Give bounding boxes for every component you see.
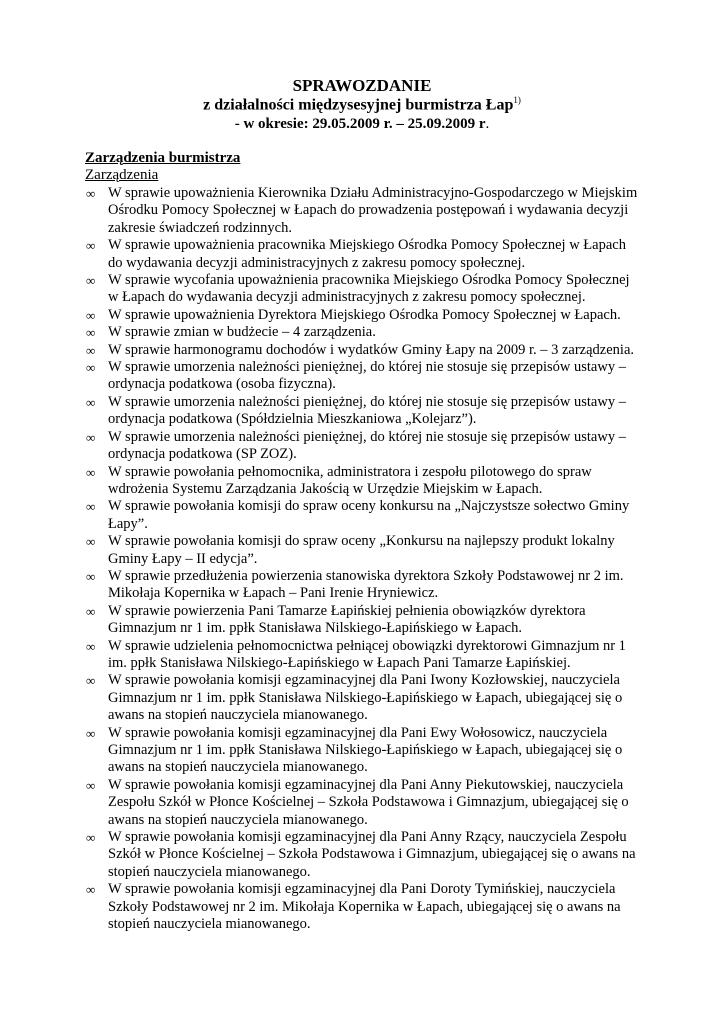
- list-item: [0, 342, 638, 359]
- list-item-text: W sprawie przedłużenia powierzenia stanowiska dyrektora Szkoły Podstawowej nr 2 im. Mikołaja Kopernika w Łapach – Pani Irenie Hryniewicz.: [108, 567, 624, 602]
- list-item: [0, 237, 638, 272]
- list-item: [0, 429, 638, 464]
- infinity-bullet-icon: ∞: [86, 238, 96, 254]
- infinity-bullet-icon: ∞: [86, 830, 96, 846]
- document-title: SPRAWOZDANIE: [292, 76, 432, 95]
- section-heading: Zarządzenia burmistrza: [85, 150, 241, 166]
- infinity-bullet-icon: ∞: [86, 429, 96, 445]
- infinity-bullet-icon: ∞: [86, 725, 96, 741]
- list-item-text: W sprawie powołania pełnomocnika, administratora i zespołu pilotowego do spraw wdrożenia Systemu Zarządzania Jakością w Urzędzie Miejskim w Łapach.: [108, 463, 592, 497]
- infinity-bullet-icon: ∞: [86, 673, 96, 689]
- list-item-text: W sprawie upoważnienia Dyrektora Miejskiego Ośrodka Pomocy Społecznej w Łapach.: [108, 306, 621, 323]
- list-item: [0, 185, 638, 237]
- list-item-text: W sprawie wycofania upoważnienia pracownika Miejskiego Ośrodka Pomocy Społecznej w Łapach do wydawania decyzji administracyjnych z zakresu pomocy społecznej.: [108, 272, 630, 306]
- infinity-bullet-icon: ∞: [86, 394, 96, 410]
- list-item: [0, 307, 638, 324]
- list-item: [0, 829, 638, 881]
- list-item-text: W sprawie umorzenia należności pieniężnej, do której nie stosuje się przepisów ustawy – ordynacja podatkowa (SP ZOZ).: [108, 428, 626, 463]
- list-item: [0, 464, 638, 499]
- list-item: [0, 568, 638, 603]
- infinity-bullet-icon: ∞: [86, 360, 96, 376]
- list-item-text: W sprawie harmonogramu dochodów i wydatków Gminy Łapy na 2009 r. – 3 zarządzenia.: [108, 341, 635, 358]
- list-item-text: W sprawie umorzenia należności pieniężnej, do której nie stosuje się przepisów ustawy – ordynacja podatkowa (osoba fizyczna).: [108, 359, 626, 393]
- list-item-text: W sprawie zmian w budżecie – 4 zarządzenia.: [108, 324, 376, 341]
- ordinances-list: [0, 185, 724, 933]
- list-item: [0, 498, 638, 533]
- list-item: [0, 533, 638, 568]
- list-item: [0, 272, 638, 307]
- list-item: [0, 777, 638, 829]
- list-item: [0, 603, 638, 638]
- document-subtitle: [0, 95, 724, 114]
- list-item-text: W sprawie upoważnienia Kierownika Działu Administracyjno-Gospodarczego w Miejskim Ośrodku Pomocy Społecznej w Łapach do prowadzenia postępowań i wydawania decyzji zakresie świadczeń rodzinnych.: [108, 185, 638, 236]
- infinity-bullet-icon: ∞: [86, 325, 96, 341]
- subtitle-text: z działalności międzysesyjnej burmistrza Łap: [203, 96, 514, 114]
- list-item-text: W sprawie udzielenia pełnomocnictwa pełniącej obowiązki dyrektorowi Gimnazjum nr 1 im. ppłk Stanisława Nilskiego-Łapińskiego w Łapach Pani Tamarze Łapińskiej.: [108, 637, 626, 671]
- infinity-bullet-icon: ∞: [86, 499, 96, 515]
- list-item-text: W sprawie powołania komisji egzaminacyjnej dla Pani Doroty Tymińskiej, nauczyciela Szkoły Podstawowej nr 2 im. Mikołaja Kopernika w Łapach, ubiegającej się o awans na stopień nauczyciela mianowanego.: [108, 881, 621, 933]
- footnote-marker: 1): [513, 95, 521, 105]
- list-item: [0, 725, 638, 777]
- infinity-bullet-icon: ∞: [86, 638, 96, 654]
- infinity-bullet-icon: ∞: [86, 464, 96, 480]
- list-item-text: W sprawie powierzenia Pani Tamarze Łapińskiej pełnienia obowiązków dyrektora Gimnazjum nr 1 im. ppłk Stanisława Nilskiego-Łapińskiego w Łapach.: [108, 602, 586, 637]
- infinity-bullet-icon: ∞: [86, 186, 96, 201]
- infinity-bullet-icon: ∞: [86, 534, 96, 550]
- infinity-bullet-icon: ∞: [86, 273, 96, 289]
- infinity-bullet-icon: ∞: [86, 307, 96, 323]
- infinity-bullet-icon: ∞: [86, 882, 96, 898]
- list-item: [0, 881, 638, 933]
- infinity-bullet-icon: ∞: [86, 568, 96, 584]
- subsection-heading: Zarządzenia: [85, 167, 159, 183]
- list-item: [0, 394, 638, 429]
- list-item: [0, 638, 638, 673]
- infinity-bullet-icon: ∞: [86, 603, 96, 619]
- report-period: [0, 116, 724, 133]
- period-suffix: .: [485, 116, 490, 132]
- list-item-text: W sprawie powołania komisji egzaminacyjnej dla Pani Anny Rzący, nauczyciela Zespołu Szkół w Płonce Kościelnej – Szkoła Podstawowa i Gimnazjum, ubiegającej się o awans na stopień nauczyciela mianowanego.: [108, 829, 636, 880]
- list-item-text: W sprawie umorzenia należności pieniężnej, do której nie stosuje się przepisów ustawy – ordynacja podatkowa (Spółdzielnia Mieszkaniowa „Kolejarz”).: [108, 393, 626, 428]
- list-item-text: W sprawie upoważnienia pracownika Miejskiego Ośrodka Pomocy Społecznej w Łapach do wydawania decyzji administracyjnych z zakresu pomocy społecznej.: [108, 237, 626, 271]
- list-item: [0, 672, 638, 724]
- list-item: [0, 359, 638, 394]
- infinity-bullet-icon: ∞: [86, 342, 96, 358]
- list-item-text: W sprawie powołania komisji do spraw oceny „Konkursu na najlepszy produkt lokalny Gminy Łapy – II edycja”.: [108, 533, 615, 567]
- infinity-bullet-icon: ∞: [86, 777, 96, 793]
- list-item-text: W sprawie powołania komisji do spraw oceny konkursu na „Najczystsze sołectwo Gminy Łapy”.: [108, 498, 630, 532]
- period-text: - w okresie: 29.05.2009 r. – 25.09.2009 r: [234, 116, 486, 132]
- list-item: [0, 324, 638, 341]
- list-item-text: W sprawie powołania komisji egzaminacyjnej dla Pani Iwony Kozłowskiej, nauczyciela Gimnazjum nr 1 im. ppłk Stanisława Nilskiego-Łapińskiego w Łapach, ubiegającej się o awans na stopień nauczyciela mianowanego.: [108, 672, 623, 724]
- list-item-text: W sprawie powołania komisji egzaminacyjnej dla Pani Ewy Wołosowicz, nauczyciela Gimnazjum nr 1 im. ppłk Stanisława Nilskiego-Łapińskiego w Łapach, ubiegającej się o awans na stopień nauczyciela mianowanego.: [108, 724, 623, 776]
- list-item-text: W sprawie powołania komisji egzaminacyjnej dla Pani Anny Piekutowskiej, nauczyciela Zespołu Szkół w Płonce Kościelnej – Szkoła Podstawowa i Gimnazjum, ubiegającej się o awans na stopień nauczyciela mianowanego.: [108, 776, 629, 828]
